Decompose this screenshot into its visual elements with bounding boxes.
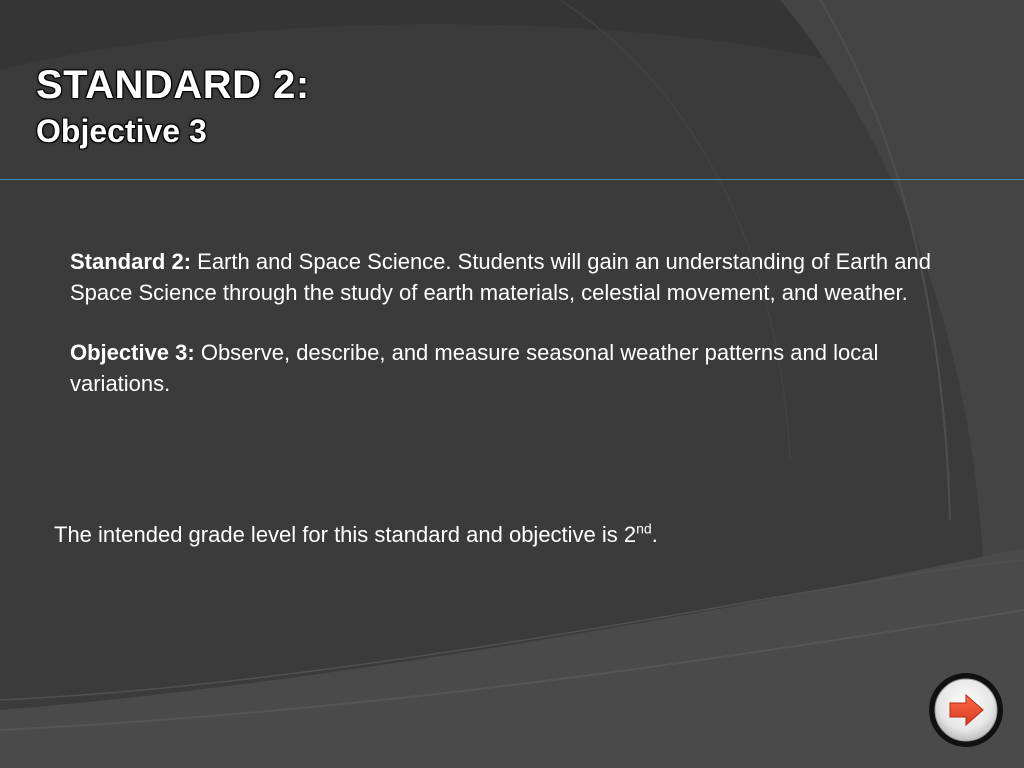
standard-paragraph — [70, 246, 980, 308]
grade-level-text: The intended grade level for this standard and objective is 2 — [54, 522, 637, 547]
grade-level-superscript: nd — [636, 520, 652, 537]
standard-text: Earth and Space Science. Students will gain an understanding of Earth and Space Science through the study of earth materials, celestial movement, and weather. — [70, 249, 931, 305]
title-divider — [0, 179, 1024, 180]
slide-title: STANDARD 2: — [36, 63, 310, 107]
content-body — [70, 246, 980, 399]
standard-label: Standard 2: — [70, 249, 192, 274]
next-slide-button[interactable] — [928, 672, 1004, 748]
objective-text: Observe, describe, and measure seasonal weather patterns and local variations. — [70, 340, 879, 396]
grade-level-suffix: . — [651, 522, 658, 547]
right-arrow-icon — [928, 672, 1004, 748]
objective-paragraph — [70, 337, 980, 399]
grade-level-statement — [54, 519, 658, 550]
slide-subtitle: Objective 3 — [36, 113, 207, 149]
title-block — [36, 60, 310, 152]
objective-label: Objective 3: — [70, 340, 195, 365]
